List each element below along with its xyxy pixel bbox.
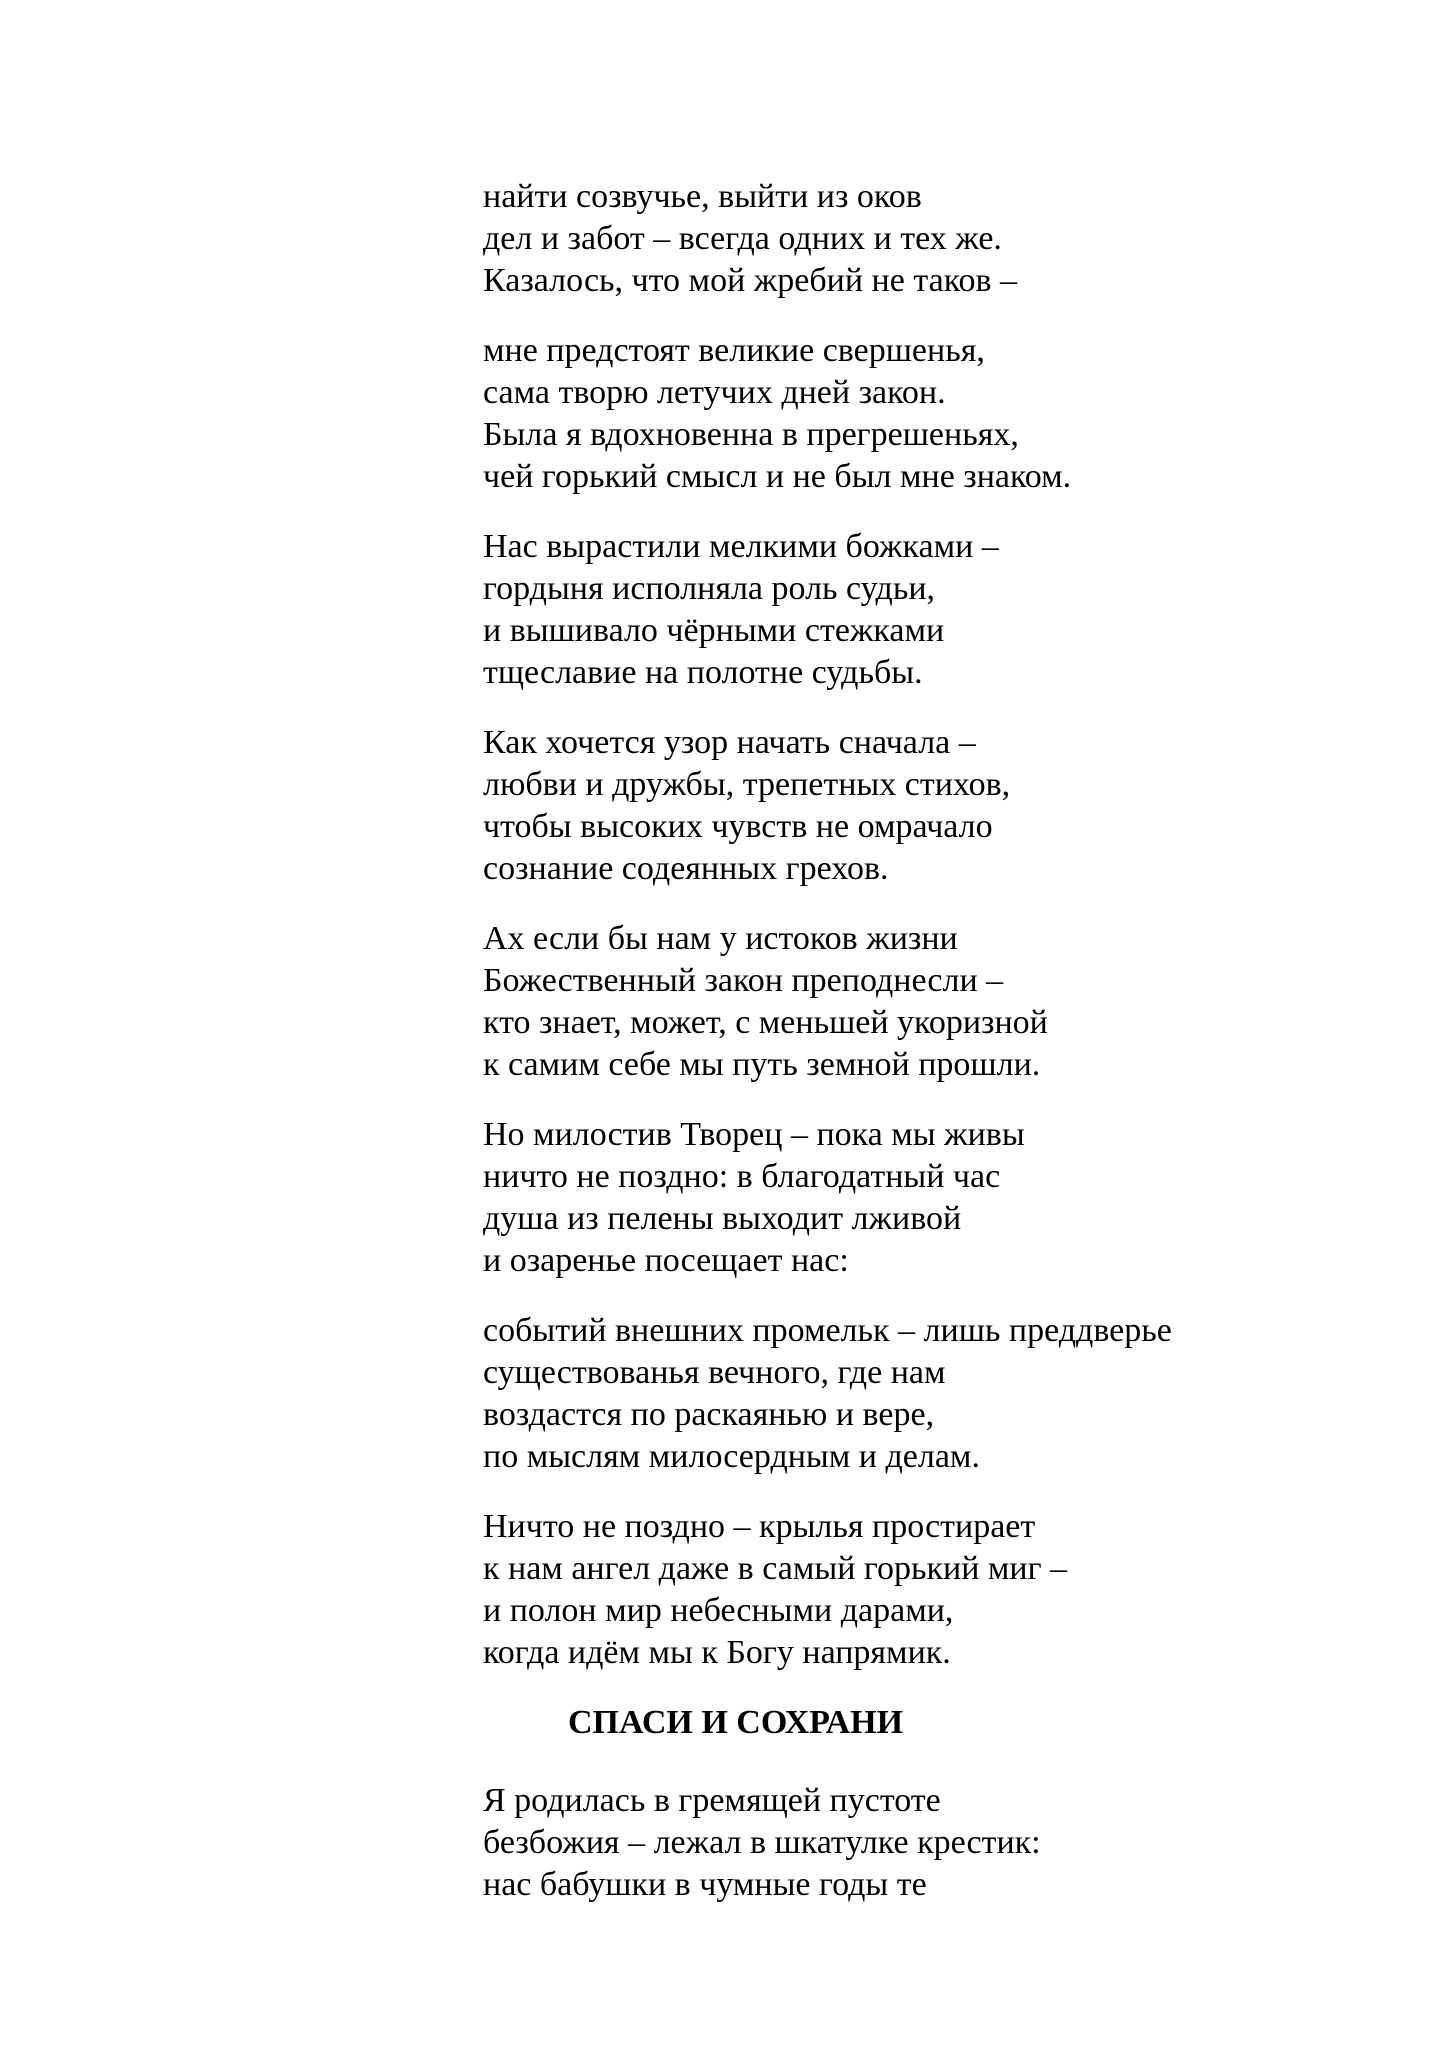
poem-line: к самим себе мы путь земной прошли. [483, 1046, 1041, 1083]
poem-line: мне предстоят великие свершенья, [483, 332, 985, 369]
poem-line: и вышивало чёрными стежками [483, 612, 945, 649]
poem-line: тщеславие на полотне судьбы. [483, 654, 923, 691]
stanza [483, 1780, 1172, 1906]
poem-line: событий внешних промельк – лишь преддверье [483, 1312, 1172, 1349]
stanza [483, 918, 1172, 1086]
poem-line: Но милостив Творец – пока мы живы [483, 1116, 1025, 1153]
poem-line: Я родилась в гремящей пустоте [483, 1782, 941, 1819]
poem-line: гордыня исполняла роль судьи, [483, 570, 936, 607]
poem-line: нас бабушки в чумные годы те [483, 1866, 927, 1903]
stanza [483, 1506, 1172, 1674]
poem-line: найти созвучье, выйти из оков [483, 178, 922, 215]
poem-line: по мыслям милосердным и делам. [483, 1438, 980, 1475]
section-title: СПАСИ И СОХРАНИ [567, 1704, 904, 1741]
poem-line: дел и забот – всегда одних и тех же. [483, 220, 1002, 257]
stanza [483, 722, 1172, 890]
poem-line: воздастся по раскаянью и вере, [483, 1396, 935, 1433]
poem-line: Нас вырастили мелкими божками – [483, 528, 999, 565]
poem-line: чей горький смысл и не был мне знаком. [483, 458, 1072, 495]
poem-line: и озаренье посещает нас: [483, 1242, 849, 1279]
stanza [483, 176, 1172, 302]
poem-line: Ничто не поздно – крылья простирает [483, 1508, 1036, 1545]
poem-line: когда идём мы к Богу напрямик. [483, 1634, 951, 1671]
stanza [483, 1310, 1172, 1478]
poem-line: ничто не поздно: в благодатный час [483, 1158, 1001, 1195]
poem-line: Как хочется узор начать сначала – [483, 724, 976, 761]
poem-line: душа из пелены выходит лживой [483, 1200, 962, 1237]
stanza [483, 1114, 1172, 1282]
stanza [483, 526, 1172, 694]
poem-line: сама творю летучих дней закон. [483, 374, 946, 411]
poem-line: Казалось, что мой жребий не таков – [483, 262, 1018, 299]
text-column [483, 176, 1172, 1934]
poem-line: существованья вечного, где нам [483, 1354, 946, 1391]
poem-line: Божественный закон преподнесли – [483, 962, 1004, 999]
stanza [483, 330, 1172, 498]
poem-line: кто знает, может, с меньшей укоризной [483, 1004, 1048, 1041]
poem-line: и полон мир небесными дарами, [483, 1592, 954, 1629]
poem-line: любви и дружбы, трепетных стихов, [483, 766, 1011, 803]
poem-line: безбожия – лежал в шкатулке крестик: [483, 1824, 1041, 1861]
poem-line: сознание содеянных грехов. [483, 850, 889, 887]
poem-line: к нам ангел даже в самый горький миг – [483, 1550, 1068, 1587]
poem-line: чтобы высоких чувств не омрачало [483, 808, 993, 845]
poem-line: Была я вдохновенна в прегрешеньях, [483, 416, 1019, 453]
poem-line: Ах если бы нам у истоков жизни [483, 920, 958, 957]
